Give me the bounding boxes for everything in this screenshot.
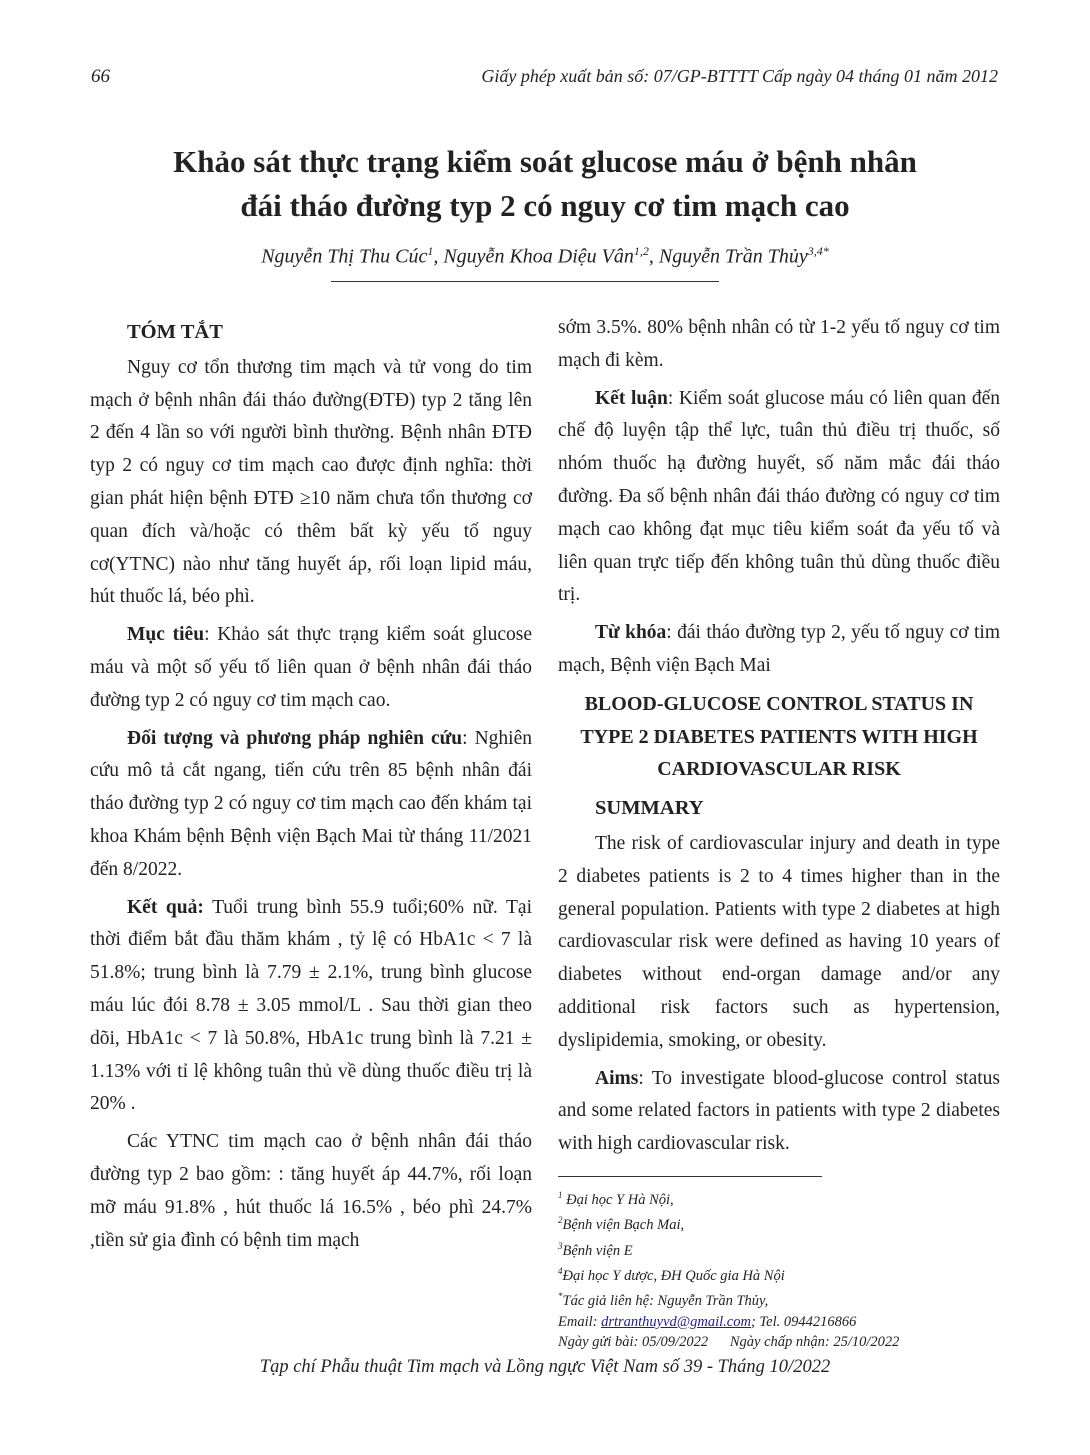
aim-label-vi: Mục tiêu [127, 624, 205, 646]
author-3: Nguyễn Trần Thủy [658, 245, 808, 268]
footnote-4: $^4$Đại học Y dược, ĐH Quốc gia Hà Nội [558, 1265, 785, 1284]
risk-paragraph-continued: sớm 3.5%. 80% bệnh nhân có từ 1-2 yếu tố nguy cơ tim mạch đi kèm. [558, 317, 1000, 371]
conclusion-paragraph-vi: Kết luận: Kiểm soát glucose máu có liên quan đến chế độ luyện tập thể lực, tuân thủ điều trị thuốc, số nhóm thuốc hạ đường huyết, số năm mắc đái tháo đường. Đa số bệnh nhân đái tháo đường có nguy cơ tim mạch cao không đạt mục tiêu kiểm soát đa yếu tố và liên quan trực tiếp đến không tuân thủ dùng thuốc điều trị. [558, 387, 1000, 606]
results-paragraph-vi: Kết quả: Tuổi trung bình 55.9 tuổi;60% nữ. Tại thời điểm bắt đầu thăm khám , tỷ lệ có HbA1c < 7 là 51.8%; trung bình là 7.79 ± 2.1%, trung bình glucose máu lúc đói 8.78 ± 3.05 mmol/L . Sau thời gian theo dõi, HbA1c < 7 là 50.8%, HbA1c trung bình là 7.21 ± 1.13% với tỉ lệ không tuân thủ về dùng thuốc điều trị là 20% . [90, 896, 532, 1115]
author-3-affil: 3,4* [807, 244, 829, 258]
email-link[interactable]: drtranthuyvd@gmail.com [601, 1313, 751, 1330]
results-label-vi: Kết quả: [127, 896, 204, 918]
summary-intro: The risk of cardiovascular injury and death in type 2 diabetes patients is 2 to 4 times higher than in the general population. Patients with type 2 diabetes at high cardiovascular risk were defined as having 10 years of diabetes without end-organ damage and/or any additional risk factors such as hypertension, dyslipidemia, smoking, or obesity. [558, 832, 1000, 1051]
article-title [0, 140, 1090, 228]
author-list: Nguyễn Thị Thu Cúc$^1$, Nguyễn Khoa Diệu Vân$^{1,2}$, Nguyễn Trần Thủy$^{3,4*}$ [261, 244, 829, 268]
summary-heading: SUMMARY [595, 797, 704, 820]
contact-line: Email: drtranthuyvd@gmail.com; Tel. 0944216866 [558, 1313, 857, 1330]
right-column [558, 312, 1000, 1166]
author-1: Nguyễn Thị Thu Cúc [261, 245, 428, 268]
abstract-intro-vi: Nguy cơ tổn thương tim mạch và tử vong do tim mạch ở bệnh nhân đái tháo đường(ĐTĐ) typ 2 tăng lên 2 đến 4 lần so với người bình thường. Bệnh nhân ĐTĐ typ 2 có nguy cơ tim mạch cao được định nghĩa: thời gian phát hiện bệnh ĐTĐ ≥10 năm chưa tổn thương cơ quan đích và/hoặc có thêm bất kỳ yếu tố nguy cơ(YTNC) nào như tăng huyết áp, rối loạn lipid máu, hút thuốc lá, béo phì. [90, 356, 532, 608]
journal-footer: Tạp chí Phẫu thuật Tim mạch và Lồng ngực Việt Nam số 39 - Tháng 10/2022 [259, 1357, 831, 1377]
footnote-divider [558, 1176, 822, 1177]
accepted-date: Ngày chấp nhận: 25/10/2022 [729, 1334, 900, 1351]
author-2: Nguyễn Khoa Diệu Vân [443, 245, 634, 268]
conclusion-label-vi: Kết luận [595, 387, 668, 409]
keywords-paragraph-vi: Từ khóa: đái tháo đường typ 2, yếu tố nguy cơ tim mạch, Bệnh viện Bạch Mai [558, 622, 1000, 676]
page-number: 66 [91, 66, 110, 87]
aims-paragraph-en: Aims: To investigate blood-glucose control status and some related factors in patients with type 2 diabetes with high cardiovascular risk. [558, 1067, 1000, 1155]
footnote-1: $^1$ Đại học Y Hà Nội, [558, 1190, 674, 1208]
keywords-label-vi: Từ khóa [595, 622, 667, 644]
author-1-affil: 1 [427, 244, 434, 258]
footnote-2: $^2$Bệnh viện Bạch Mai, [558, 1215, 685, 1234]
author-2-affil: 1,2 [633, 244, 649, 258]
phone-number: ; Tel. 0944216866 [750, 1313, 857, 1330]
english-title: BLOOD-GLUCOSE CONTROL STATUS IN TYPE 2 DIABETES PATIENTS WITH HIGH CARDIOVASCULAR RISK [580, 692, 978, 781]
title-line-2: đái tháo đường typ 2 có nguy cơ tim mạch cao [240, 188, 850, 223]
title-line-1: Khảo sát thực trạng kiểm soát glucose máu ở bệnh nhân [173, 144, 917, 179]
aim-paragraph-vi: Mục tiêu: Khảo sát thực trạng kiểm soát glucose máu và một số yếu tố liên quan ở bệnh nhân đái tháo đường typ 2 có nguy cơ tim mạch cao. [90, 624, 532, 711]
received-date: Ngày gửi bài: 05/09/2022 [558, 1334, 709, 1351]
author-divider [331, 281, 719, 282]
footnote-3: $^3$Bệnh viện E [558, 1240, 633, 1259]
aims-label-en: Aims [595, 1067, 639, 1089]
license-line: Giấy phép xuất bản số: 07/GP-BTTTT Cấp ngày 04 tháng 01 năm 2012 [481, 66, 998, 86]
risk-paragraph-vi: Các YTNC tim mạch cao ở bệnh nhân đái tháo đường typ 2 bao gồm: : tăng huyết áp 44.7%, rối loạn mỡ máu 91.8% , hút thuốc lá 16.5% , béo phì 24.7% ,tiền sử gia đình có bệnh tim mạch [90, 1131, 532, 1251]
left-column [90, 316, 532, 1262]
footnotes [558, 1185, 899, 1353]
methods-label-vi: Đối tượng và phương pháp nghiên cứu [127, 727, 463, 749]
abstract-heading-vi: TÓM TẮT [127, 321, 223, 343]
corresponding-author: *Tác giả liên hệ: Nguyễn Trần Thủy, [558, 1291, 769, 1310]
methods-paragraph-vi: Đối tượng và phương pháp nghiên cứu: Nghiên cứu mô tả cắt ngang, tiến cứu trên 85 bệnh nhân đái tháo đường typ 2 có nguy cơ tim mạch cao đến khám tại khoa Khám bệnh Bệnh viện Bạch Mai từ tháng 11/2021 đến 8/2022. [90, 727, 532, 880]
dates-line [558, 1332, 899, 1353]
